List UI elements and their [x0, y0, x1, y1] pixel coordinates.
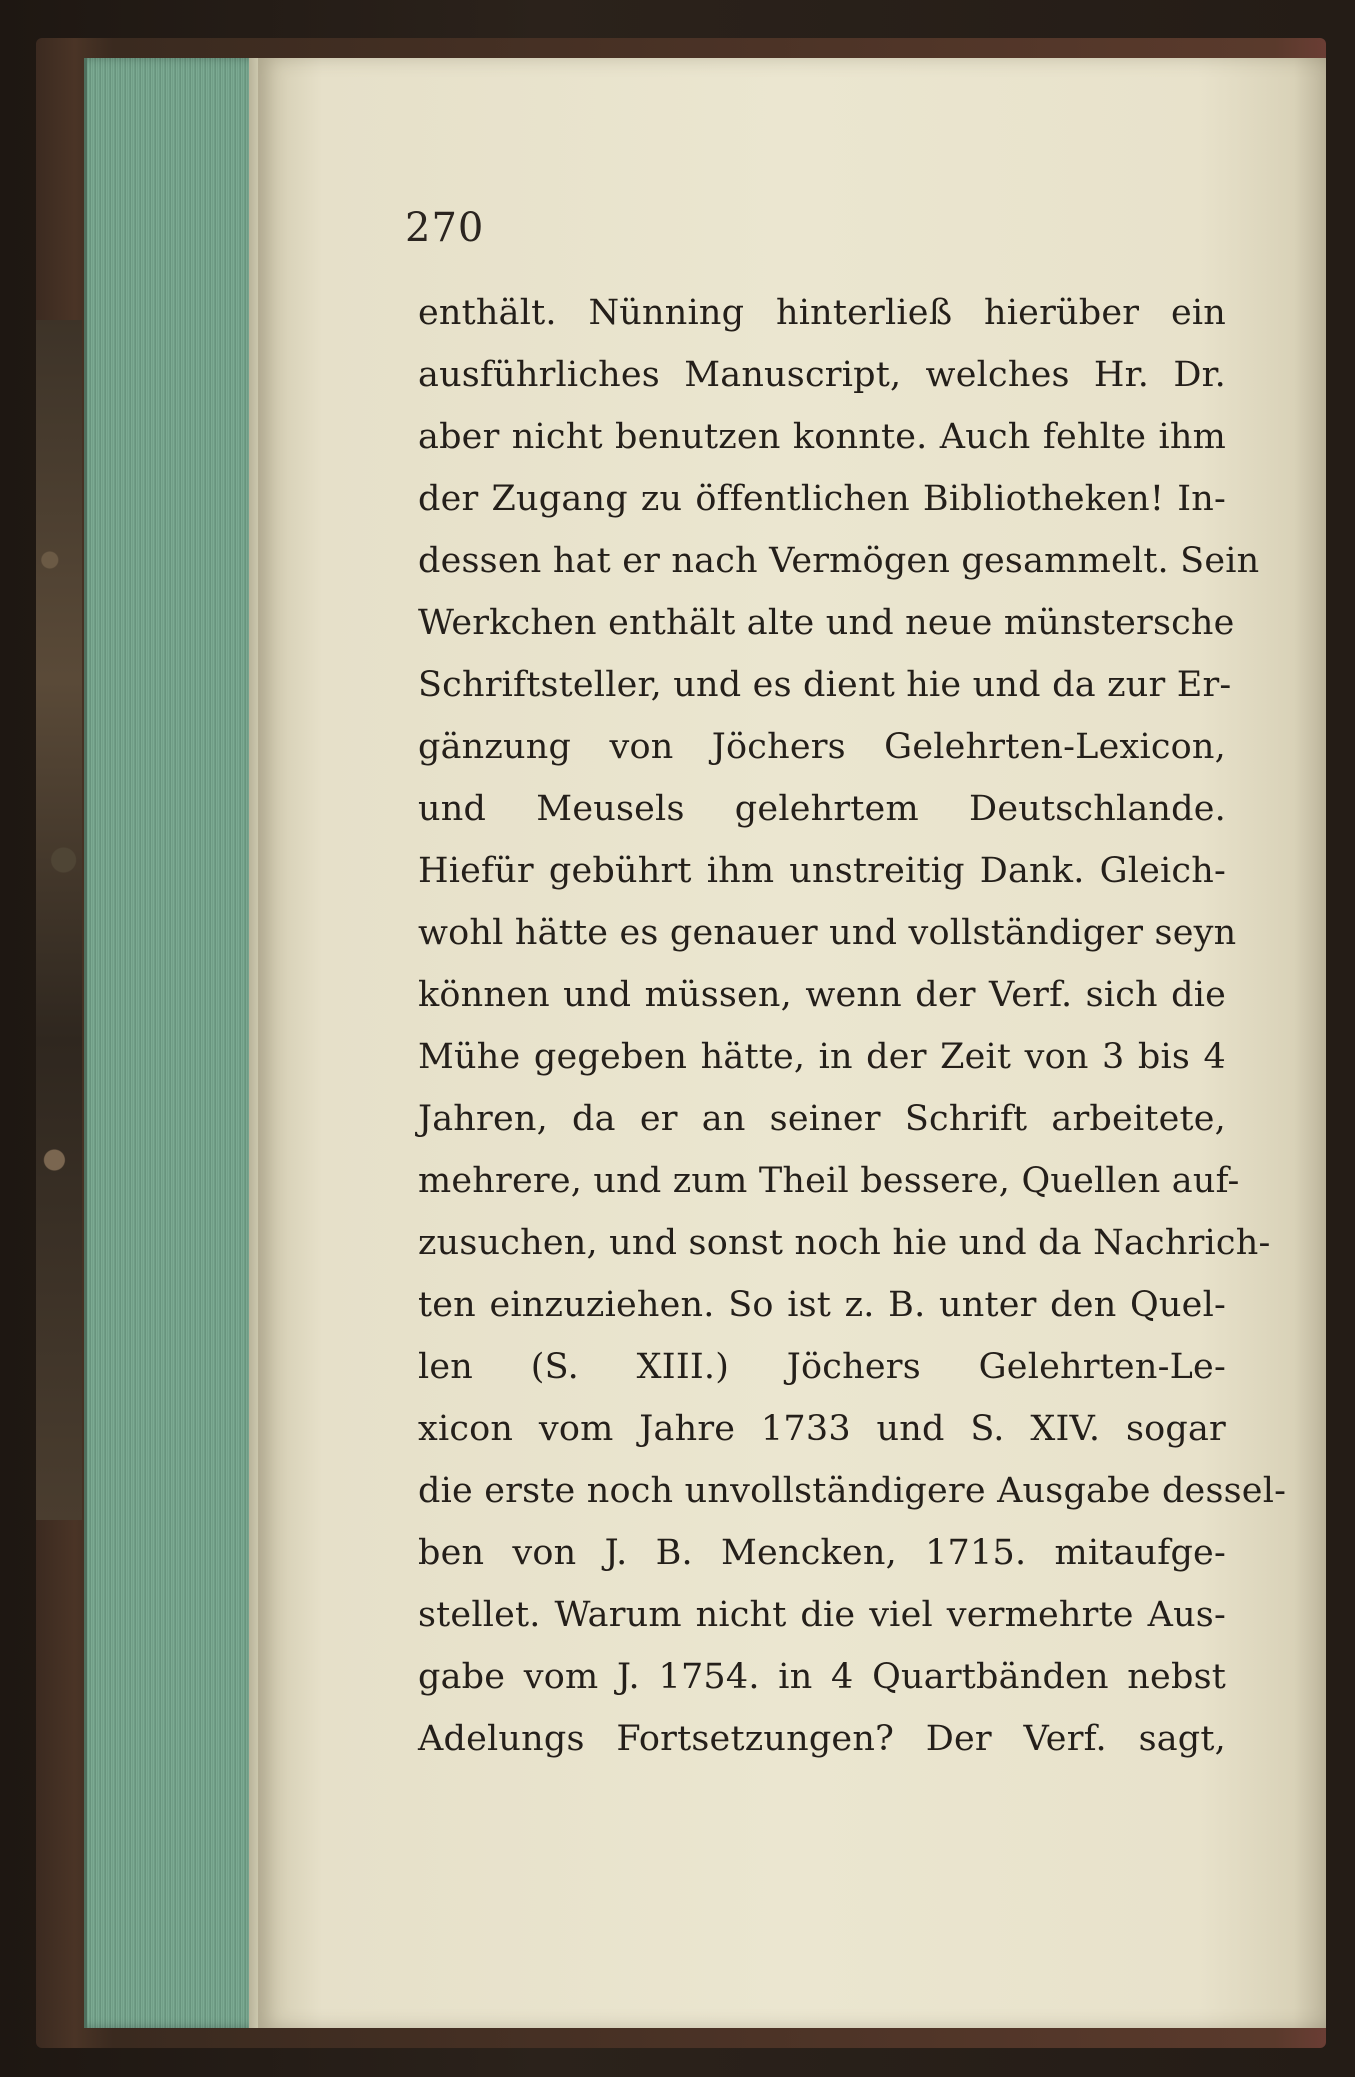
- text-line: der Zugang zu öffentlichen Bibliotheken! In-: [418, 479, 1226, 519]
- text-line: Mühe gegeben hätte, in der Zeit von 3 bis 4: [418, 1037, 1226, 1077]
- text-line: die erste noch unvollständigere Ausgabe dessel-: [418, 1471, 1287, 1511]
- text-line: wohl hätte es genauer und vollständiger seyn: [418, 913, 1237, 953]
- page-number: 270: [405, 205, 485, 251]
- text-line: Schriftsteller, und es dient hie und da zur Er-: [418, 665, 1232, 705]
- text-line: gänzung von Jöchers Gelehrten-Lexicon,: [418, 727, 1226, 767]
- text-line: ten einzuziehen. So ist z. B. unter den Quel-: [418, 1285, 1226, 1325]
- text-line: stellet. Warum nicht die viel vermehrte Aus-: [418, 1595, 1226, 1635]
- page-edges: [84, 58, 263, 2028]
- text-line: gabe vom J. 1754. in 4 Quartbänden nebst: [418, 1657, 1226, 1697]
- text-line: len (S. XIII.) Jöchers Gelehrten-Le-: [418, 1347, 1226, 1387]
- text-line: xicon vom Jahre 1733 und S. XIV. sogar: [418, 1409, 1226, 1449]
- text-line: zusuchen, und sonst noch hie und da Nachrich-: [418, 1223, 1271, 1263]
- body-text: [418, 282, 1287, 1770]
- text-line: und Meusels gelehrtem Deutschlande.: [418, 789, 1226, 829]
- text-line: mehrere, und zum Theil bessere, Quellen auf-: [418, 1161, 1240, 1201]
- text-line: ben von J. B. Mencken, 1715. mitaufge-: [418, 1533, 1226, 1573]
- text-line: Jahren, da er an seiner Schrift arbeitete,: [418, 1099, 1226, 1139]
- text-line: enthält. Nünning hinterließ hierüber ein: [418, 293, 1226, 333]
- text-line: Hiefür gebührt ihm unstreitig Dank. Gleich-: [418, 851, 1226, 891]
- text-line: aber nicht benutzen konnte. Auch fehlte ihm: [418, 417, 1226, 457]
- text-line: Werkchen enthält alte und neue münstersche: [418, 603, 1235, 643]
- text-line: können und müssen, wenn der Verf. sich die: [418, 975, 1226, 1015]
- text-line: dessen hat er nach Vermögen gesammelt. Sein: [418, 541, 1260, 581]
- text-line: Adelungs Fortsetzungen? Der Verf. sagt,: [418, 1719, 1226, 1759]
- marbled-cover-edge: [36, 320, 82, 1520]
- text-line: ausführliches Manuscript, welches Hr. Dr.: [418, 355, 1226, 395]
